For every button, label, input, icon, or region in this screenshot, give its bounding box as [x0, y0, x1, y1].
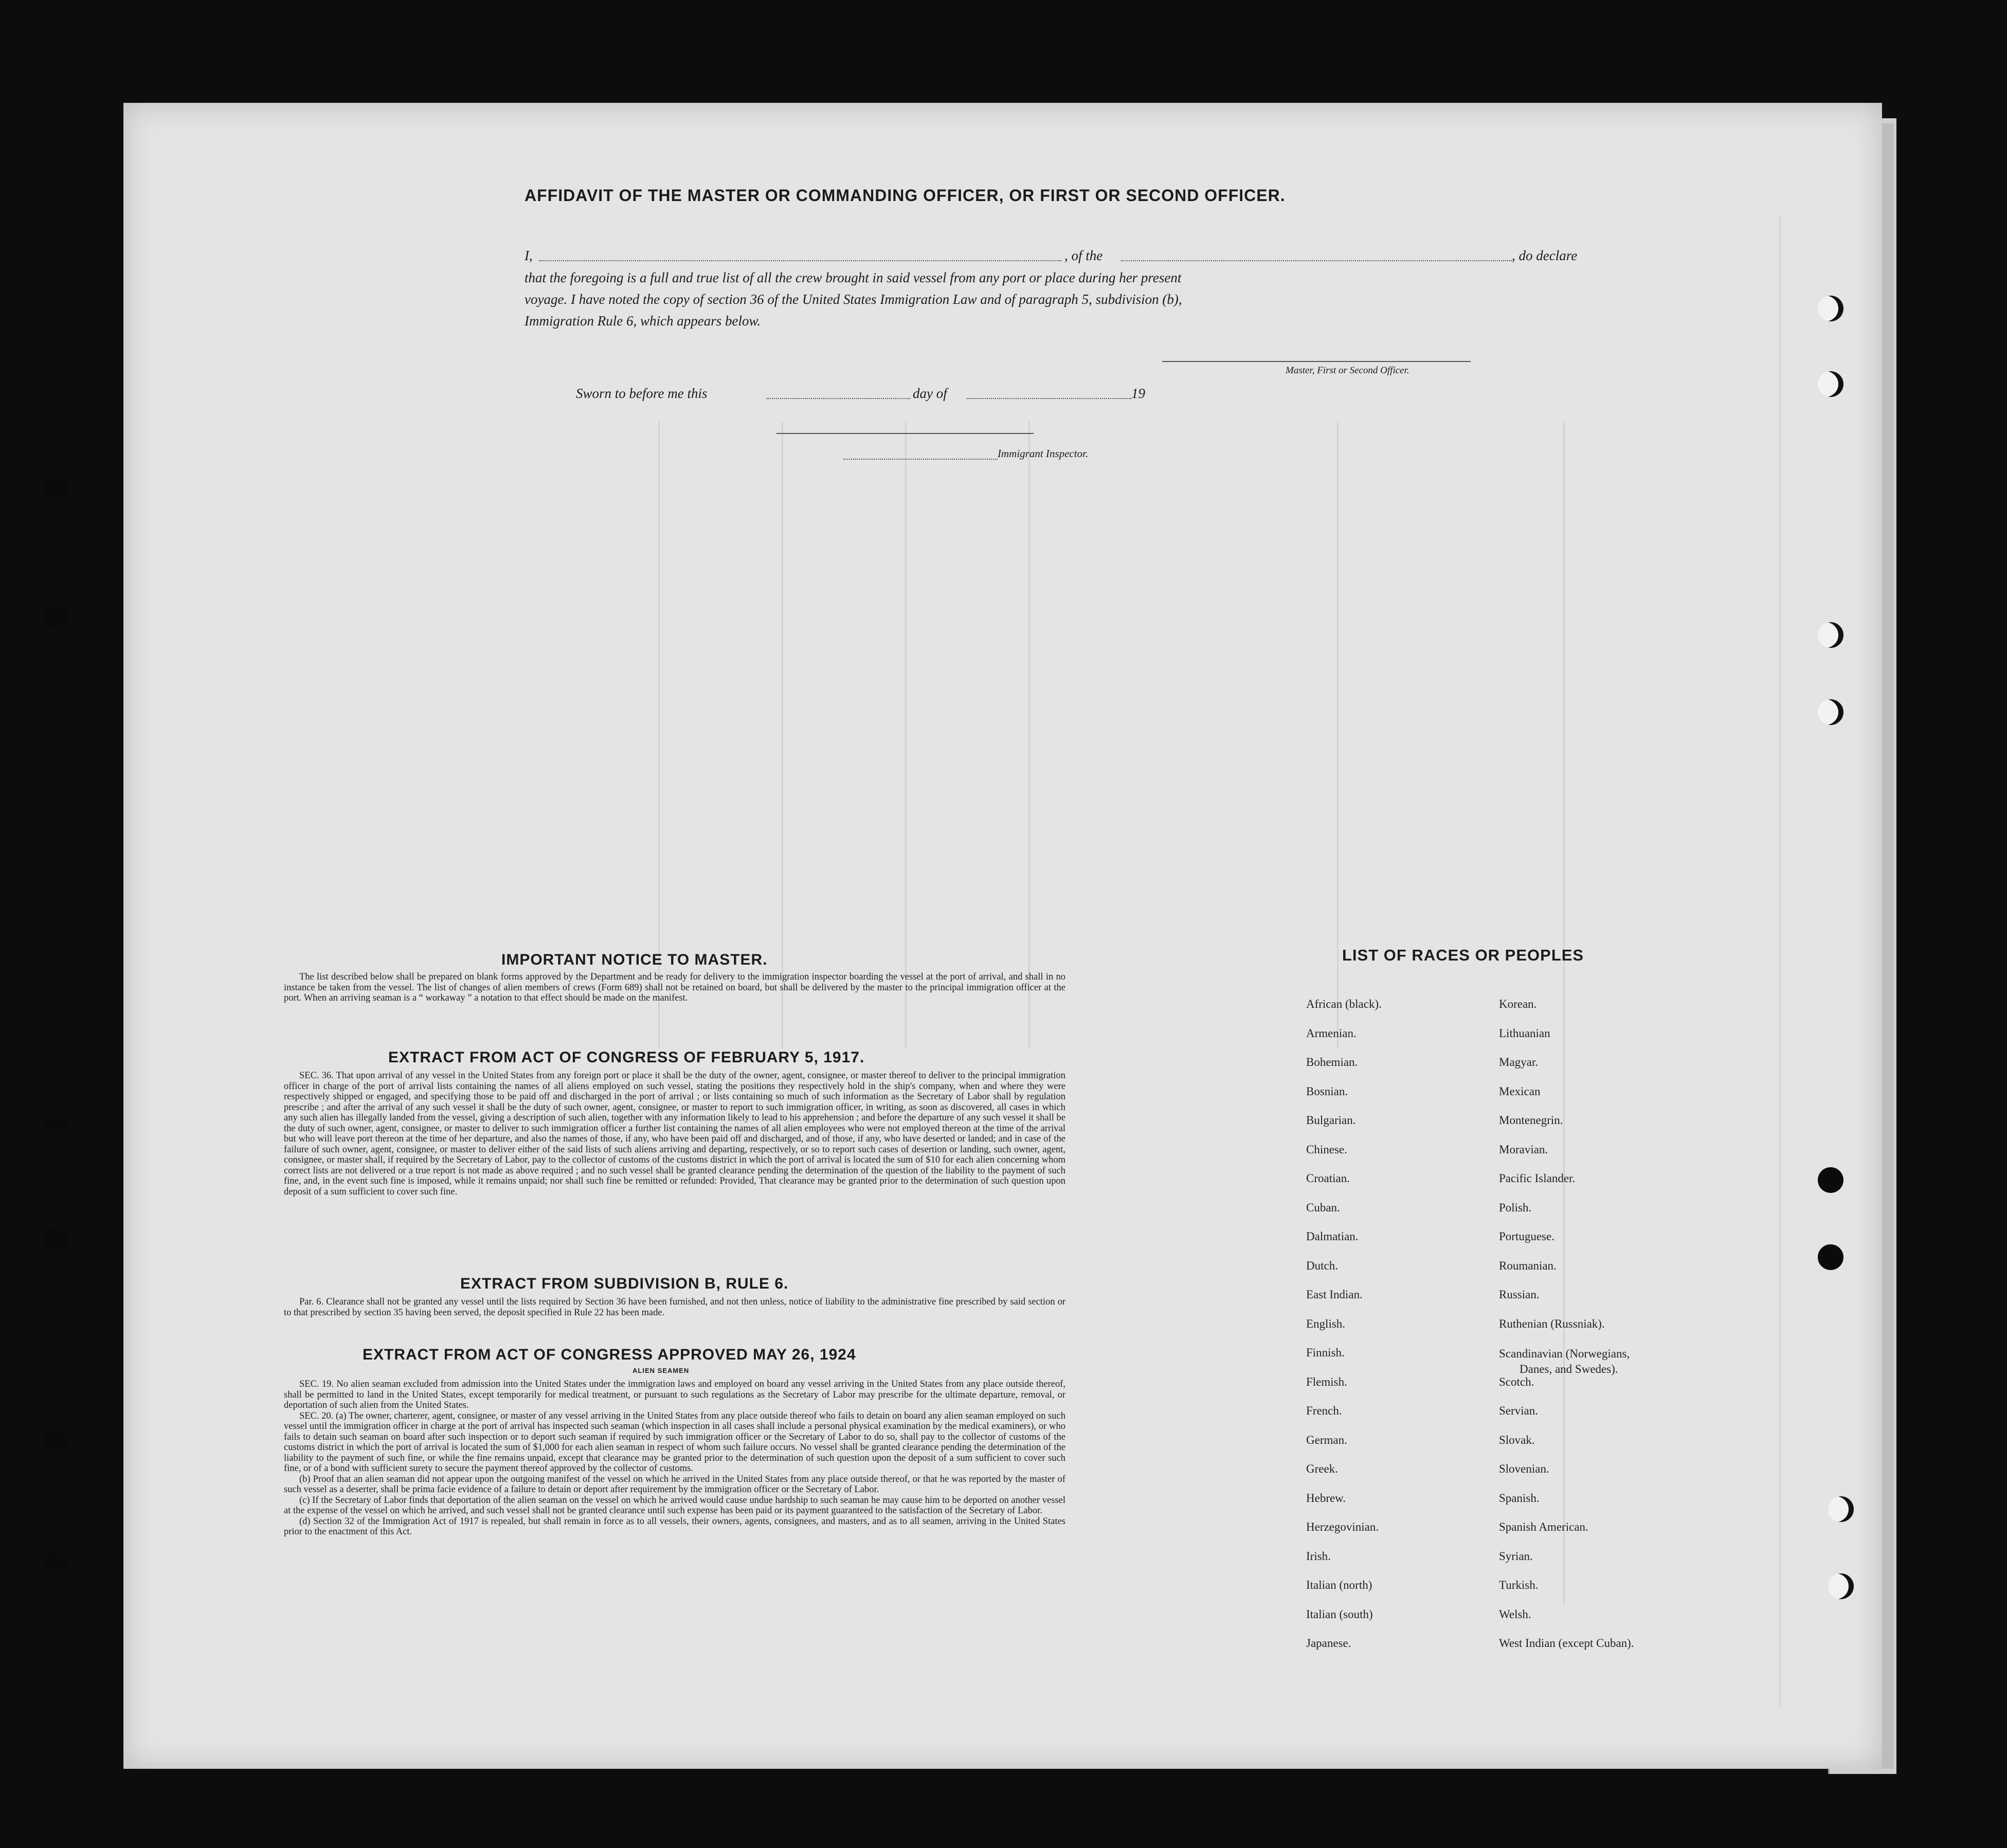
bleed-through-rule [782, 422, 783, 1049]
punch-hole [43, 1429, 68, 1455]
race-item: Japanese. [1306, 1637, 1351, 1650]
race-item-continuation: Danes, and Swedes). [1520, 1363, 1618, 1375]
extract-1917-title: EXTRACT FROM ACT OF CONGRESS OF FEBRUARY 5, 1917. [388, 1049, 865, 1066]
extract-1924-title: EXTRACT FROM ACT OF CONGRESS APPROVED MAY 26, 1924 [363, 1346, 856, 1363]
race-item: Syrian. [1499, 1549, 1533, 1563]
sworn-day-of: day of [913, 386, 947, 401]
race-item: English. [1306, 1317, 1346, 1330]
race-item: Slovak. [1499, 1433, 1535, 1446]
race-item: West Indian (except Cuban). [1499, 1637, 1634, 1650]
race-item: Slovenian. [1499, 1462, 1549, 1475]
extract-1917-paragraph: SEC. 36. That upon arrival of any vessel in the United States from any foreign port or place it shall be the duty of the owner, agent, consignee, or master thereof to deliver to the principal immigration officer in charge of the port of arrival lists containing the names of all aliens employed on such vessel, stating the positions they respectively hold in the ship's company, when and where they were respectively shipped or engaged, and specifying those to be paid off and discharged in the port of arrival ; or lists containing so much of such information as the Secretary of Labor shall by regulation prescribe ; and after the arrival of any such vessel it shall be the duty of such owner, agent, consignee, or master to report to such immigration officer, in writing, as soon as discovered, all cases in which any such alien has illegally landed from the vessel, giving a description of such alien, together with any information likely to lead to his apprehension ; and before the departure of any such vessel it shall be the duty of such owner, agent, consignee, or master to deliver to such immigration officer a further list containing the names of all alien employees who were not employed thereon at the time of the arrival but who will leave port thereon at the time of her departure, and also the names of those, if any, who have been paid off and discharged, and of those, if any, who have deserted or landed; and in case of the failure of such owner, agent, consignee, or master to deliver either of the said lists of such aliens arriving and departing, respectively, or so to report such cases of desertion or landing, such owner, agent, consignee, or master shall, if required by the Secretary of Labor, pay to the collector of customs of the customs district in which the port of arrival is located the sum of $10 for each alien concerning whom correct lists are not delivered or a true report is not made as above required ; and no such vessel shall be granted clearance pending the determination of the question of the liability to the payment of such fine, and, in the event such fine is imposed, while it remains unpaid; nor shall such fine be remitted or refunded: Provided, That clearance may be granted prior to the determination of such question upon deposit of a sum sufficient to cover such fine. [284, 1071, 1065, 1197]
race-item: Italian (south) [1306, 1607, 1373, 1621]
punch-hole [1818, 699, 1843, 725]
races-right-column [1499, 998, 1634, 1666]
affidavit-do-declare: , do declare [1512, 248, 1578, 263]
extract-1924-sec20c: (c) If the Secretary of Labor finds that deportation of the alien seaman on the vessel on which he arrived would cause undue hardship to such seaman he may cause him to be deported on another vessel at the expense of the vessel on which he arrived, and such vessel shall not be granted clearance until such expense has been paid or its payment guaranteed to the satisfaction of the Secretary of Labor. [284, 1495, 1065, 1516]
punch-hole [43, 473, 68, 499]
race-item: Dalmatian. [1306, 1230, 1359, 1243]
extract-1924-sec20b: (b) Proof that an alien seaman did not appear upon the outgoing manifest of the vessel on which he arrived in the United States from any place outside thereof, or that he was reported by the master of such vessel as a deserter, shall be prima facie evidence of a failure to detain or deport after requirement by the immigration officer or the Secretary of Labor. [284, 1474, 1065, 1495]
race-item: Hebrew. [1306, 1491, 1346, 1505]
race-item: Servian. [1499, 1404, 1539, 1417]
races-title: LIST OF RACES OR PEOPLES [1342, 946, 1584, 964]
race-item: Roumanian. [1499, 1259, 1557, 1272]
race-item: Polish. [1499, 1201, 1532, 1214]
race-item: Finnish. [1306, 1346, 1345, 1359]
race-item: Russian. [1499, 1288, 1540, 1301]
notice-body [284, 972, 1065, 1004]
extract-1917-body [284, 1071, 1065, 1197]
race-item: Italian (north) [1306, 1579, 1372, 1591]
races-list [1306, 998, 1769, 1666]
race-item: Turkish. [1499, 1579, 1539, 1591]
sworn-prefix: Sworn to before me this [576, 386, 708, 401]
race-item: German. [1306, 1433, 1347, 1446]
signature-caption: Master, First or Second Officer. [1286, 365, 1409, 376]
punch-hole [1818, 622, 1843, 648]
extract-rule6-paragraph: Par. 6. Clearance shall not be granted any vessel until the lists required by Section 36 have been furnished, and not then unless, notice of liability to the administrative fine prescribed by said section or to that prescribed by section 35 having been served, the deposit specified in Rule 22 has been made. [284, 1297, 1065, 1318]
inspector-dotted-line [843, 459, 998, 460]
signature-line [1162, 361, 1471, 362]
inspector-signature-line [776, 433, 1034, 434]
race-item: Scandinavian (Norwegians, [1499, 1347, 1630, 1360]
race-item: Portuguese. [1499, 1230, 1554, 1243]
race-item: Herzegovinian. [1306, 1520, 1379, 1533]
punch-hole [43, 602, 68, 627]
race-item: Bulgarian. [1306, 1114, 1356, 1127]
race-item: Moravian. [1499, 1143, 1548, 1156]
race-item: Bosnian. [1306, 1084, 1348, 1098]
affidavit-i: I, [525, 248, 533, 263]
punch-hole [1828, 1496, 1854, 1522]
punch-hole [1828, 1573, 1854, 1599]
bleed-through-rule [1337, 422, 1339, 1049]
race-item: Chinese. [1306, 1143, 1347, 1156]
sworn-year: 19 [1131, 386, 1145, 401]
race-item: Cuban. [1306, 1201, 1340, 1214]
affidavit-line-4: Immigration Rule 6, which appears below. [525, 313, 761, 329]
race-item: Flemish. [1306, 1375, 1347, 1388]
race-item: Armenian. [1306, 1026, 1357, 1040]
bleed-through-rule [1779, 216, 1781, 1707]
punch-hole [1818, 296, 1843, 321]
sworn-month-blank [967, 398, 1131, 399]
extract-1924-sec20d: (d) Section 32 of the Immigration Act of 1917 is repealed, but shall remain in force as to all vessels, their owners, agents, consignees, and masters, and as to all seamen, arriving in the United States prior to the enactment of this Act. [284, 1516, 1065, 1537]
race-item: Spanish. [1499, 1491, 1540, 1505]
affidavit-title: AFFIDAVIT OF THE MASTER OR COMMANDING OFFICER, OR FIRST OR SECOND OFFICER. [525, 186, 1286, 205]
race-item: Croatian. [1306, 1172, 1350, 1185]
race-item-scandinavian [1499, 1346, 1634, 1375]
race-item: Scotch. [1499, 1375, 1534, 1388]
notice-title: IMPORTANT NOTICE TO MASTER. [501, 951, 768, 968]
sworn-day-blank [766, 398, 910, 399]
vessel-blank-line [1121, 260, 1512, 261]
race-item: Welsh. [1499, 1607, 1531, 1621]
extract-rule6-title: EXTRACT FROM SUBDIVISION B, RULE 6. [460, 1275, 789, 1292]
extract-1924-sec19: SEC. 19. No alien seaman excluded from admission into the United States under the immigration laws and employed on board any vessel arriving in the United States from any place outside thereof, shall be permitted to land in the United States, except temporarily for medical treatment, or pursuant to such regulations as the Secretary of Labor may prescribe for the ultimate departure, removal, or deportation of such alien from the United States. [284, 1379, 1065, 1410]
race-item: African (black). [1306, 998, 1382, 1010]
race-item: Lithuanian [1499, 1026, 1550, 1040]
extract-1924-sec20a: SEC. 20. (a) The owner, charterer, agent, consignee, or master of any vessel arriving in the United States from any place outside thereof who fails to detain on board any alien seaman employed on such vessel until the immigration officer in charge at the port of arrival has inspected such seaman (which inspection in all cases shall include a personal physical examination by the medical examiners), or who fails to detain such seaman on board after such inspection or to deport such seaman if required by such immigration officer or the Secretary of Labor to do so, shall pay to the collector of customs of the customs district in which the port of arrival is located the sum of $1,000 for each alien seaman in respect of whom such failure occurs. No vessel shall be granted clearance pending the determination of the liability to the payment of such fine, or while the fine remains unpaid, except that clearance may be granted prior to the determination of such question upon the deposit of a sum sufficient to cover such fine, or of a bond with sufficient surety to secure the payment thereof approved by the collector of customs. [284, 1410, 1065, 1474]
race-item: French. [1306, 1404, 1342, 1417]
race-item: Magyar. [1499, 1056, 1539, 1068]
race-item: Korean. [1499, 998, 1537, 1010]
extract-1924-subtitle: ALIEN SEAMEN [632, 1367, 690, 1374]
punch-hole [1818, 1244, 1843, 1270]
notice-paragraph: The list described below shall be prepared on blank forms approved by the Department and be ready for delivery to the immigration inspector boarding the vessel at the port of arrival, and shall in no instance be taken from the vessel. The list of changes of alien members of crews (Form 689) shall not be retained on board, but shall be delivered by the master to the principal immigration officer at the port. When an arriving seaman is a “ workaway ” a notation to that effect should be made on the manifest. [284, 972, 1065, 1003]
document-page [123, 103, 1882, 1769]
punch-hole [43, 1111, 68, 1136]
punch-hole [43, 1229, 68, 1255]
punch-hole [1818, 1167, 1843, 1193]
bleed-through-rule [1028, 422, 1030, 1049]
race-item: Ruthenian (Russniak). [1499, 1317, 1605, 1330]
race-item: Dutch. [1306, 1259, 1338, 1272]
race-item: East Indian. [1306, 1288, 1363, 1301]
extract-1924-body [284, 1379, 1065, 1537]
extract-rule6-body [284, 1297, 1065, 1318]
race-item: Bohemian. [1306, 1056, 1358, 1068]
race-item: Pacific Islander. [1499, 1172, 1576, 1185]
affidavit-line-3: voyage. I have noted the copy of section 36 of the United States Immigration Law and of paragraph 5, subdivision (b), [525, 292, 1182, 307]
race-item: Spanish American. [1499, 1520, 1588, 1533]
race-item: Irish. [1306, 1549, 1331, 1563]
race-item: Montenegrin. [1499, 1114, 1563, 1127]
affidavit-of-the: , of the [1064, 248, 1103, 263]
punch-hole [43, 1550, 68, 1576]
race-item: Mexican [1499, 1084, 1541, 1098]
inspector-caption: Immigrant Inspector. [998, 447, 1089, 460]
punch-hole [1818, 371, 1843, 397]
affidavit-line-2: that the foregoing is a full and true list of all the crew brought in said vessel from any port or place during her present [525, 270, 1182, 285]
races-left-column [1306, 998, 1382, 1666]
name-blank-line [539, 260, 1061, 261]
race-item: Greek. [1306, 1462, 1338, 1475]
bleed-through-rule [905, 422, 907, 1049]
